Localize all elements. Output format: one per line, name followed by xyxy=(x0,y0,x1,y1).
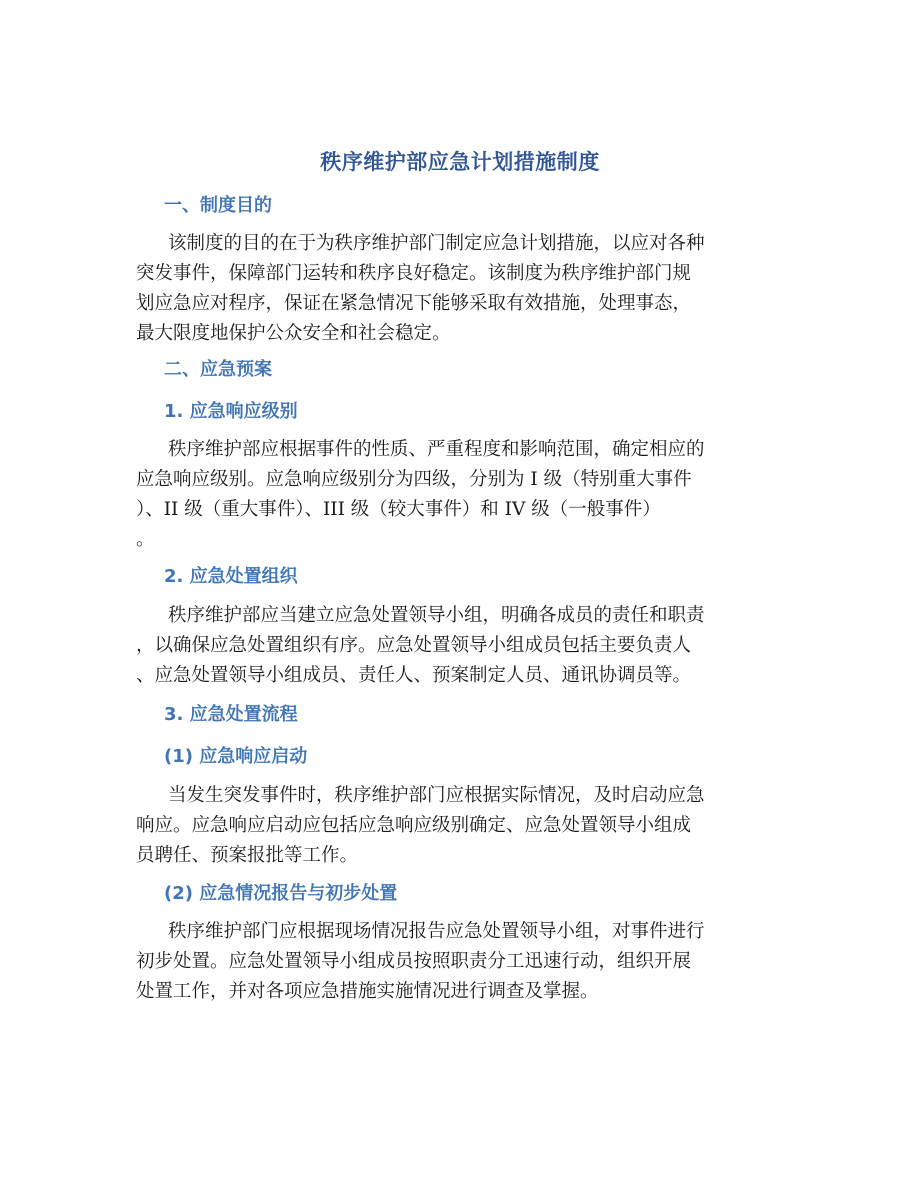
paragraph-line: 划应急应对程序，保证在紧急情况下能够采取有效措施，处理事态， xyxy=(136,293,692,314)
paragraph-purpose xyxy=(136,229,786,349)
paragraph-line: 应急响应级别。应急响应级别分为四级，分别为 I 级（特别重大事件 xyxy=(136,469,692,490)
paragraph-line: 处置工作，并对各项应急措施实施情况进行调查及掌握。 xyxy=(136,981,599,1002)
paragraph-response-start xyxy=(136,781,786,871)
paragraph-response-level xyxy=(136,435,786,555)
subsection-heading-organization: 2. 应急处置组织 xyxy=(164,566,298,587)
paragraph-line: 秩序维护部应当建立应急处置领导小组，明确各成员的责任和职责 xyxy=(168,605,705,626)
subsection-heading-process: 3. 应急处置流程 xyxy=(164,704,298,725)
document-title: 秩序维护部应急计划措施制度 xyxy=(320,150,600,174)
paragraph-line: 初步处置。应急处置领导小组成员按照职责分工迅速行动，组织开展 xyxy=(136,951,692,972)
section-heading-purpose: 一、制度目的 xyxy=(164,195,272,216)
subsection-heading-response-level: 1. 应急响应级别 xyxy=(164,401,298,422)
paragraph-line: ）、II 级（重大事件）、III 级（较大事件）和 IV 级（一般事件） xyxy=(136,499,661,520)
paragraph-report xyxy=(136,917,786,1007)
paragraph-organization xyxy=(136,601,786,691)
paragraph-line: 秩序维护部应根据事件的性质、严重程度和影响范围，确定相应的 xyxy=(168,439,705,460)
paragraph-line: 。 xyxy=(136,529,155,550)
paragraph-line: ，以确保应急处置组织有序。应急处置领导小组成员包括主要负责人 xyxy=(136,635,692,656)
section-heading-emergency-plan: 二、应急预案 xyxy=(164,359,272,380)
paragraph-line: 秩序维护部门应根据现场情况报告应急处置领导小组，对事件进行 xyxy=(168,921,705,942)
paragraph-line: 响应。应急响应启动应包括应急响应级别确定、应急处置领导小组成 xyxy=(136,815,692,836)
subsection-heading-report: (2) 应急情况报告与初步处置 xyxy=(164,883,398,904)
paragraph-line: 最大限度地保护公众安全和社会稳定。 xyxy=(136,323,451,344)
paragraph-line: 当发生突发事件时，秩序维护部门应根据实际情况，及时启动应急 xyxy=(168,785,705,806)
subsection-heading-response-start: (1) 应急响应启动 xyxy=(164,746,308,767)
paragraph-line: 该制度的目的在于为秩序维护部门制定应急计划措施，以应对各种 xyxy=(168,233,705,254)
paragraph-line: 员聘任、预案报批等工作。 xyxy=(136,845,359,866)
paragraph-line: 、应急处置领导小组成员、责任人、预案制定人员、通讯协调员等。 xyxy=(136,665,692,686)
paragraph-line: 突发事件，保障部门运转和秩序良好稳定。该制度为秩序维护部门规 xyxy=(136,263,692,284)
